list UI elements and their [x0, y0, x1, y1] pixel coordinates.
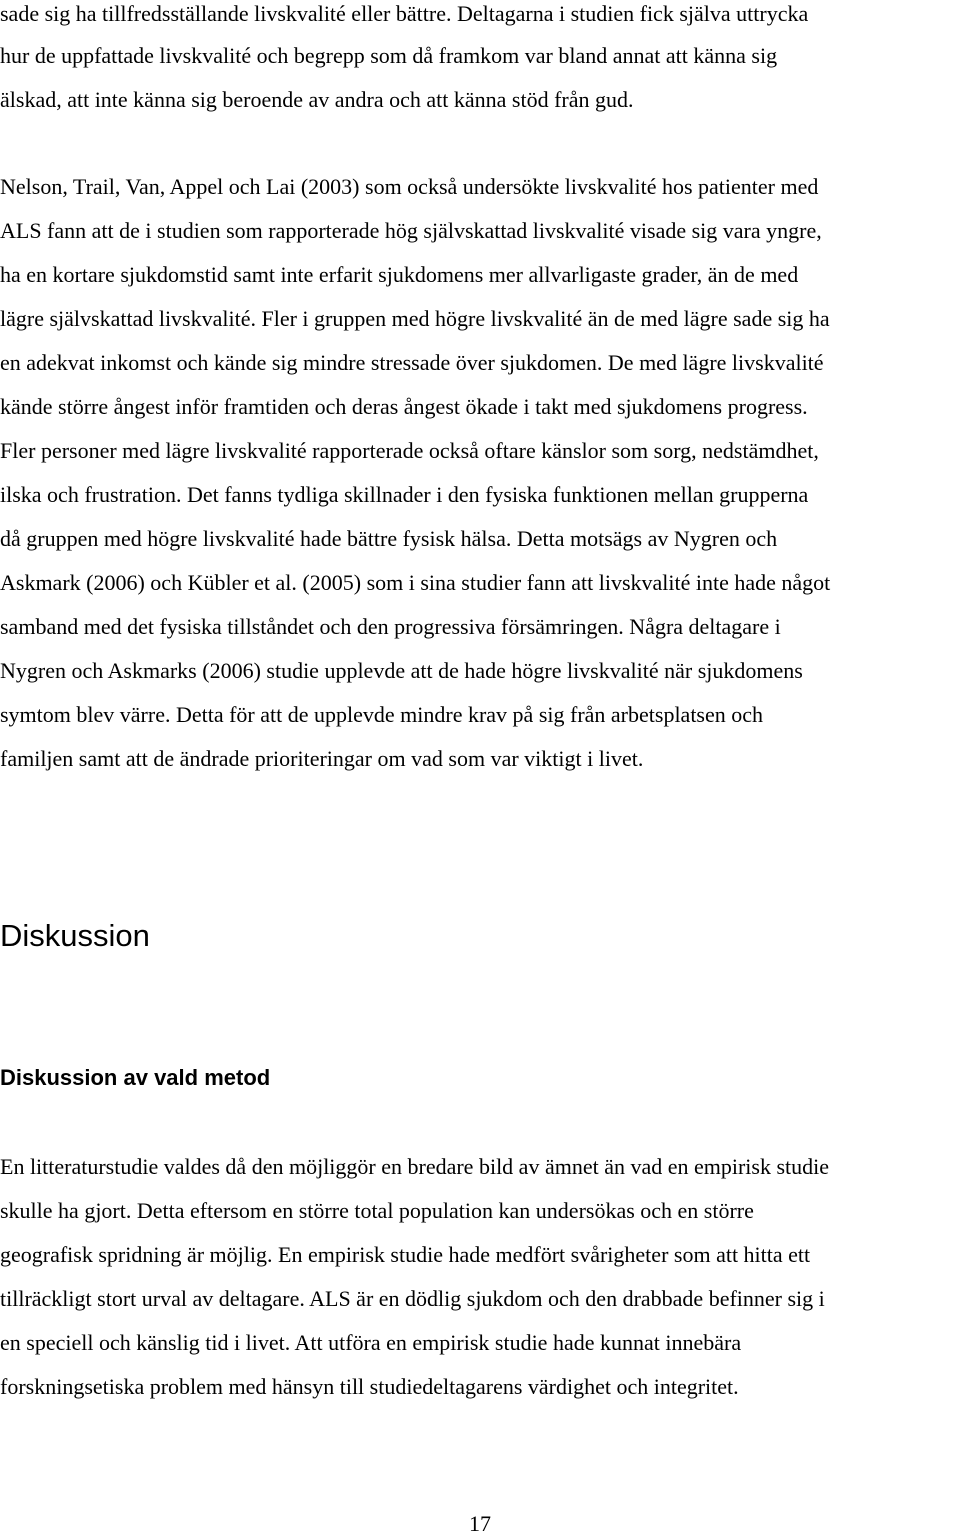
- text-line: geografisk spridning är möjlig. En empirisk studie hade medfört svårigheter som att hitta ett: [0, 1242, 811, 1267]
- section-heading: Diskussion: [0, 918, 150, 953]
- text-line: tillräckligt stort urval av deltagare. ALS är en dödlig sjukdom och den drabbade befinner sig i: [0, 1286, 825, 1311]
- text-line: Askmark (2006) och Kübler et al. (2005) som i sina studier fann att livskvalité inte hade något: [0, 570, 831, 595]
- text-line: älskad, att inte känna sig beroende av andra och att känna stöd från gud.: [0, 87, 634, 112]
- text-line: kände större ångest inför framtiden och deras ångest ökade i takt med sjukdomens progress.: [0, 394, 808, 419]
- text-line: samband med det fysiska tillståndet och den progressiva försämringen. Några deltagare i: [0, 614, 781, 639]
- page-number: 17: [469, 1511, 491, 1536]
- text-line: ha en kortare sjukdomstid samt inte erfarit sjukdomens mer allvarligaste grader, än de med: [0, 262, 799, 287]
- text-line: då gruppen med högre livskvalité hade bättre fysisk hälsa. Detta motsägs av Nygren och: [0, 526, 778, 551]
- text-line: Nelson, Trail, Van, Appel och Lai (2003) som också undersökte livskvalité hos patienter med: [0, 174, 819, 199]
- text-line: Fler personer med lägre livskvalité rapporterade också oftare känslor som sorg, nedstämdhet,: [0, 438, 819, 463]
- subsection-heading: Diskussion av vald metod: [0, 1065, 271, 1090]
- text-line: familjen samt att de ändrade prioriteringar om vad som var viktigt i livet.: [0, 746, 644, 771]
- text-line: ilska och frustration. Det fanns tydliga skillnader i den fysiska funktionen mellan grupperna: [0, 482, 809, 507]
- text-line: En litteraturstudie valdes då den möjliggör en bredare bild av ämnet än vad en empirisk studie: [0, 1154, 830, 1179]
- text-line: skulle ha gjort. Detta eftersom en större total population kan undersökas och en större: [0, 1198, 754, 1223]
- text-line: hur de uppfattade livskvalité och begrepp som då framkom var bland annat att känna sig: [0, 43, 778, 68]
- text-line: sade sig ha tillfredsställande livskvalité eller bättre. Deltagarna i studien fick själva uttrycka: [0, 1, 809, 26]
- text-line: lägre självskattad livskvalité. Fler i gruppen med högre livskvalité än de med lägre sade sig ha: [0, 306, 830, 331]
- text-line: en adekvat inkomst och kände sig mindre stressade över sjukdomen. De med lägre livskvalité: [0, 350, 824, 375]
- text-line: Nygren och Askmarks (2006) studie upplevde att de hade högre livskvalité när sjukdomens: [0, 658, 803, 683]
- text-line: ALS fann att de i studien som rapporterade hög självskattad livskvalité visade sig vara yngre,: [0, 218, 822, 243]
- text-line: forskningsetiska problem med hänsyn till studiedeltagarens värdighet och integritet.: [0, 1374, 739, 1399]
- text-line: symtom blev värre. Detta för att de upplevde mindre krav på sig från arbetsplatsen och: [0, 702, 764, 727]
- text-line: en speciell och känslig tid i livet. Att utföra en empirisk studie hade kunnat innebära: [0, 1330, 742, 1355]
